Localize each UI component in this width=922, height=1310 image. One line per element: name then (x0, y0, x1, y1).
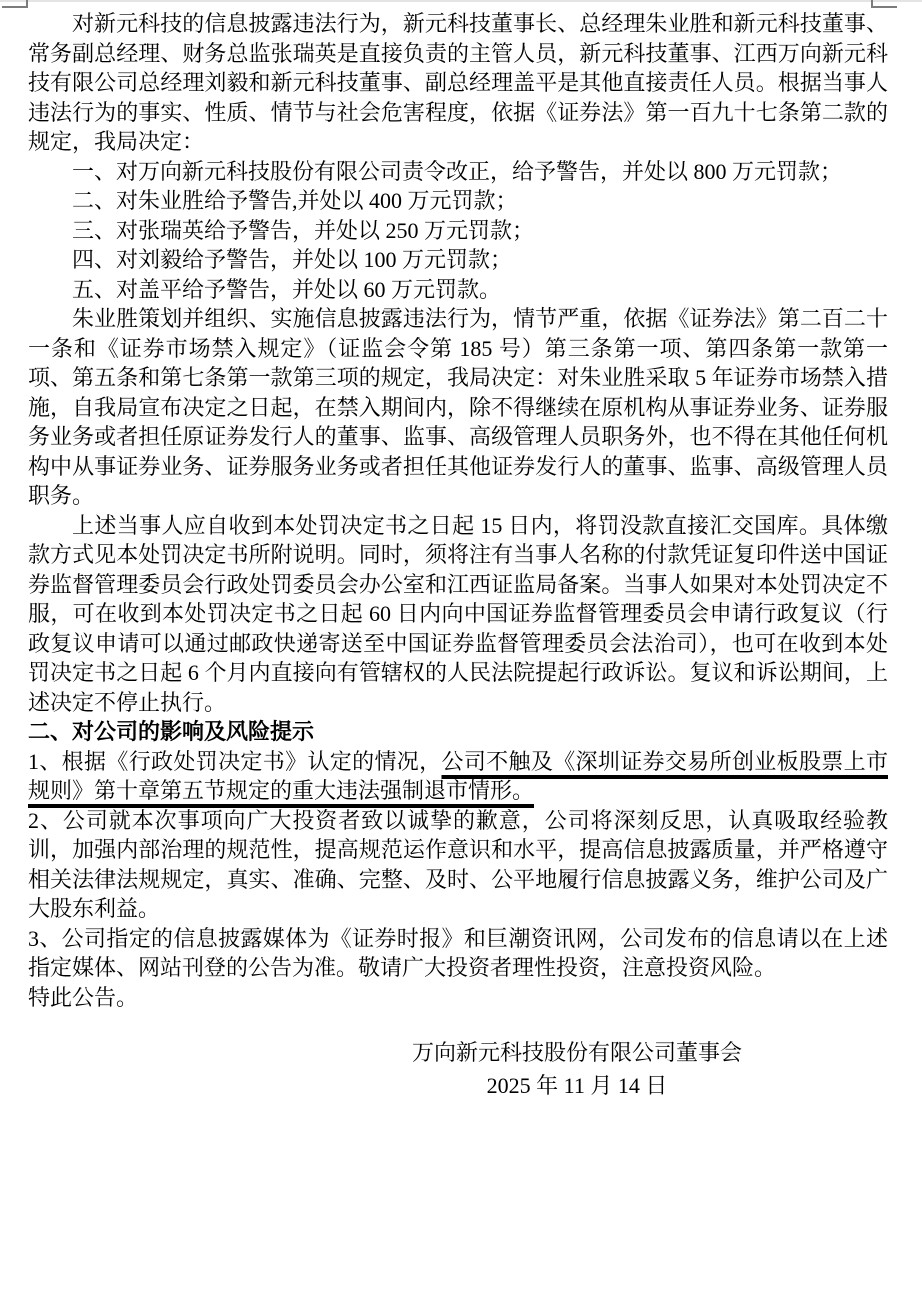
section-heading-impact-and-risk: 二、对公司的影响及风险提示 (28, 719, 315, 744)
penalty-item-4: 四、对刘毅给予警告，并处以 100 万元罚款； (72, 247, 513, 272)
impact-item-3: 3、公司指定的信息披露媒体为《证券时报》和巨潮资讯网，公司发布的信息请以在上述指定媒体、网站刊登的公告为准。敬请广大投资者理性投资，注意投资风险。 (28, 925, 888, 980)
paragraph-market-ban: 朱业胜策划并组织、实施信息披露违法行为，情节严重，依据《证券法》第二百二十一条和《证券市场禁入规定》（证监会令第 185 号）第三条第一项、第四条第一款第一项、第五条和第七条第一款第三项的规定，我局决定：对朱业胜采取 5 年证券市场禁入措施，自我局宣布决定之日起，在禁入期间内，除不得继续在原机构从事证券业务、证券服务业务或者担任原证券发行人的董事、监事、高级管理人员职务外，也不得在其他任何机构中从事证券业务、证券服务业务或者担任其他证券发行人的董事、监事、高级管理人员职务。 (28, 306, 888, 508)
penalty-item-5: 五、对盖平给予警告，并处以 60 万元罚款。 (72, 276, 502, 302)
crop-mark-corner-right-icon (871, 0, 897, 8)
page-top-boundary-line (0, 0, 922, 2)
impact-item-2: 2、公司就本次事项向广大投资者致以诚挚的歉意，公司将深刻反思，认真吸取经验教训，加强内部治理的规范性，提高规范运作意识和水平，提高信息披露质量，并严格遵守相关法律法规规定，真实、准确、完整、及时、公平地履行信息披露义务，维护公司及广大股东利益。 (28, 807, 888, 921)
impact-item-1-prefix: 1、根据《行政处罚决定书》认定的情况， (28, 748, 442, 774)
signature-date: 2025 年 11 月 14 日 (486, 1073, 668, 1098)
signature-company: 万向新元科技股份有限公司董事会 (411, 1040, 742, 1065)
penalty-item-1: 一、对万向新元科技股份有限公司责令改正，给予警告，并处以 800 万元罚款； (72, 158, 843, 184)
closing-statement: 特此公告。 (28, 984, 139, 1010)
signature-block (28, 1036, 888, 1102)
impact-item-1 (28, 747, 888, 806)
announcement-body (28, 9, 888, 1102)
impact-item-1-underlined-statement: 公司不触及《深圳证券交易所创业板股票上市规则》第十章第五节规定的重大违法强制退市情形。 (28, 748, 888, 803)
paragraph-penalty-intro: 对新元科技的信息披露违法行为，新元科技董事长、总经理朱业胜和新元科技董事、常务副总经理、财务总监张瑞英是直接负责的主管人员，新元科技董事、江西万向新元科技有限公司总经理刘毅和新元科技董事、副总经理盖平是其他直接责任人员。根据当事人违法行为的事实、性质、情节与社会危害程度，依据《证券法》第一百九十七条第二款的规定，我局决定： (28, 11, 888, 154)
paragraph-payment-appeal: 上述当事人应自收到本处罚决定书之日起 15 日内，将罚没款直接汇交国库。具体缴款方式见本处罚决定书所附说明。同时，须将注有当事人名称的付款凭证复印件送中国证券监督管理委员会行政处罚委员会办公室和江西证监局备案。当事人如果对本处罚决定不服，可在收到本处罚决定书之日起 60 日内向中国证券监督管理委员会申请行政复议（行政复议申请可以通过邮政快递寄送至中国证券监督管理委员会法治司），也可在收到本处罚决定书之日起 6 个月内直接向有管辖权的人民法院提起行政诉讼。复议和诉讼期间，上述决定不停止执行。 (28, 512, 888, 715)
penalty-item-3: 三、对张瑞英给予警告，并处以 250 万元罚款； (72, 217, 535, 243)
crop-mark-corner-left-icon (2, 0, 28, 8)
penalty-item-2: 二、对朱业胜给予警告,并处以 400 万元罚款； (72, 188, 518, 213)
